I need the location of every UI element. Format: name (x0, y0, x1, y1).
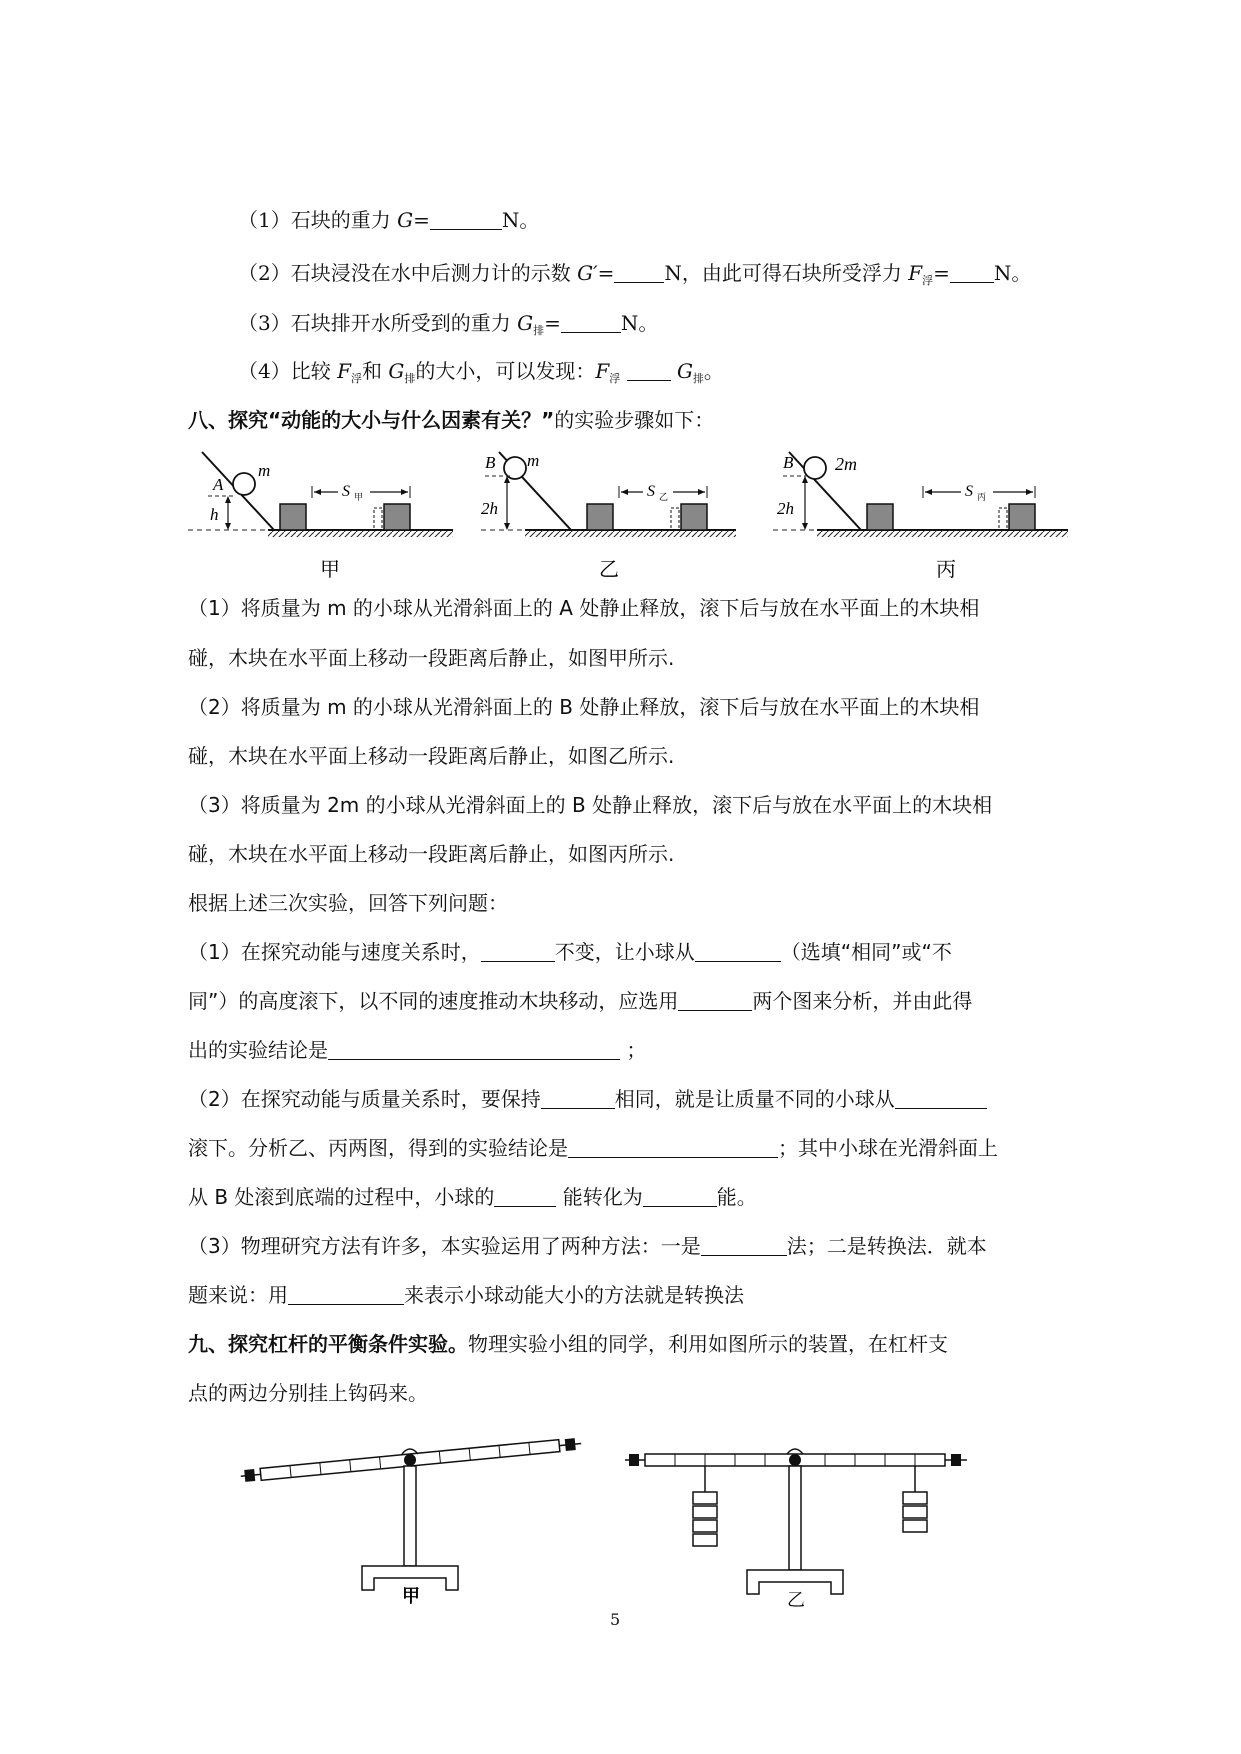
panel-jia (188, 452, 453, 581)
q7-line-3: （3）石块排开水所受到的重力 $G_排= N$。 (238, 311, 659, 337)
figure-caption: 甲 (320, 557, 340, 581)
panel-bing (773, 452, 1068, 581)
kinetic-energy-figure (188, 448, 1068, 588)
mass-label: m (258, 461, 271, 480)
lever-jia (240, 1438, 582, 1607)
q9-heading: 九、探究杠杆的平衡条件实验。物理实验小组的同学，利用如图所示的装置，在杠杆支 (188, 1332, 948, 1356)
answer-blank[interactable] (541, 1088, 615, 1109)
svg-text:丙: 丙 (977, 492, 987, 502)
distance-label: S (342, 483, 350, 500)
answer-blank[interactable] (695, 941, 781, 962)
page-number: 5 (610, 1610, 621, 1629)
q8-step-3a: （3）将质量为 2m 的小球从光滑斜面上的 B 处静止释放，滚下后与放在水平面上的木块相 (188, 793, 993, 817)
lever-figure (230, 1420, 990, 1611)
q8-step-3b: 碰，木块在水平面上移动一段距离后静止，如图丙所示. (188, 842, 675, 866)
q8-step-2b: 碰，木块在水平面上移动一段距离后静止，如图乙所示. (188, 744, 675, 768)
figure-caption: 甲 (402, 1586, 420, 1607)
q8-step-2a: （2）将质量为 m 的小球从光滑斜面上的 B 处静止释放，滚下后与放在水平面上的木块相 (188, 695, 980, 719)
q8-a1-line-1: （1）在探究动能与速度关系时， 不变，让小球从 （选填“相同”或“不 (188, 940, 952, 964)
mass-label: m (527, 451, 540, 470)
answer-blank[interactable] (895, 1088, 987, 1109)
q8-heading: 八、探究“动能的大小与什么因素有关？”的实验步骤如下： (188, 408, 715, 432)
q7-line-1: （1）石块的重力 G= N。 (238, 208, 540, 232)
point-label: B (783, 453, 794, 472)
q8-a2-line-1: （2）在探究动能与质量关系时，要保持 相同，就是让质量不同的小球从 (188, 1086, 987, 1112)
panel-yi (481, 451, 736, 581)
answer-blank[interactable] (430, 209, 502, 230)
svg-text:乙: 乙 (659, 492, 669, 502)
distance-label: S (647, 483, 655, 500)
answer-blank[interactable] (627, 360, 671, 381)
height-label: h (210, 505, 219, 524)
svg-text:甲: 甲 (354, 492, 364, 502)
answer-blank[interactable] (328, 1039, 620, 1060)
point-label: A (213, 475, 224, 494)
q8-step-1b: 碰，木块在水平面上移动一段距离后静止，如图甲所示. (188, 646, 675, 670)
q8-intro: 根据上述三次实验，回答下列问题： (188, 891, 508, 915)
figure-caption: 乙 (787, 1590, 805, 1611)
answer-blank[interactable] (950, 262, 994, 283)
answer-blank[interactable] (701, 1235, 787, 1256)
point-label: B (485, 453, 496, 472)
distance-label: S (965, 483, 973, 500)
q7-line-4: （4）比较 $F_浮$和 $G_排$的大小，可以发现：$F_浮$ $G_排$。 (238, 359, 724, 385)
answer-blank[interactable] (288, 1284, 404, 1305)
figure-caption: 乙 (599, 557, 619, 581)
answer-blank[interactable] (568, 1137, 778, 1158)
answer-blank[interactable] (678, 990, 752, 1011)
answer-blank[interactable] (643, 1186, 717, 1207)
q8-a2-line-2: 滚下。分析乙、丙两图，得到的实验结论是 ；其中小球在光滑斜面上 (188, 1136, 998, 1160)
mass-label: 2m (835, 454, 857, 474)
figure-caption: 丙 (936, 557, 956, 581)
height-label: 2h (777, 499, 794, 518)
q8-a1-line-3: 出的实验结论是 ； (188, 1038, 647, 1062)
q8-a3-line-2: 题来说：用 来表示小球动能大小的方法就是转换法 (188, 1283, 744, 1307)
q9-line-2: 点的两边分别挂上钩码来。 (188, 1381, 428, 1405)
answer-blank[interactable] (561, 312, 621, 333)
answer-blank[interactable] (494, 1186, 556, 1207)
q8-a3-line-1: （3）物理研究方法有许多，本实验运用了两种方法：一是 法；二是转换法．就本 (188, 1234, 987, 1258)
answer-blank[interactable] (481, 941, 555, 962)
q8-a2-line-3: 从 B 处滚到底端的过程中，小球的 能转化为 能。 (188, 1185, 757, 1209)
q8-a1-line-2: 同”）的高度滚下，以不同的速度推动木块移动，应选用 两个图来分析，并由此得 (188, 989, 973, 1013)
lever-yi (625, 1449, 967, 1611)
answer-blank[interactable] (614, 262, 664, 283)
q7-line-2: （2）石块浸没在水中后测力计的示数 G′= N，由此可得石块所受浮力 $F_浮= N$。 (238, 261, 1032, 287)
height-label: 2h (481, 499, 498, 518)
q8-step-1a: （1）将质量为 m 的小球从光滑斜面上的 A 处静止释放，滚下后与放在水平面上的木块相 (188, 596, 980, 620)
